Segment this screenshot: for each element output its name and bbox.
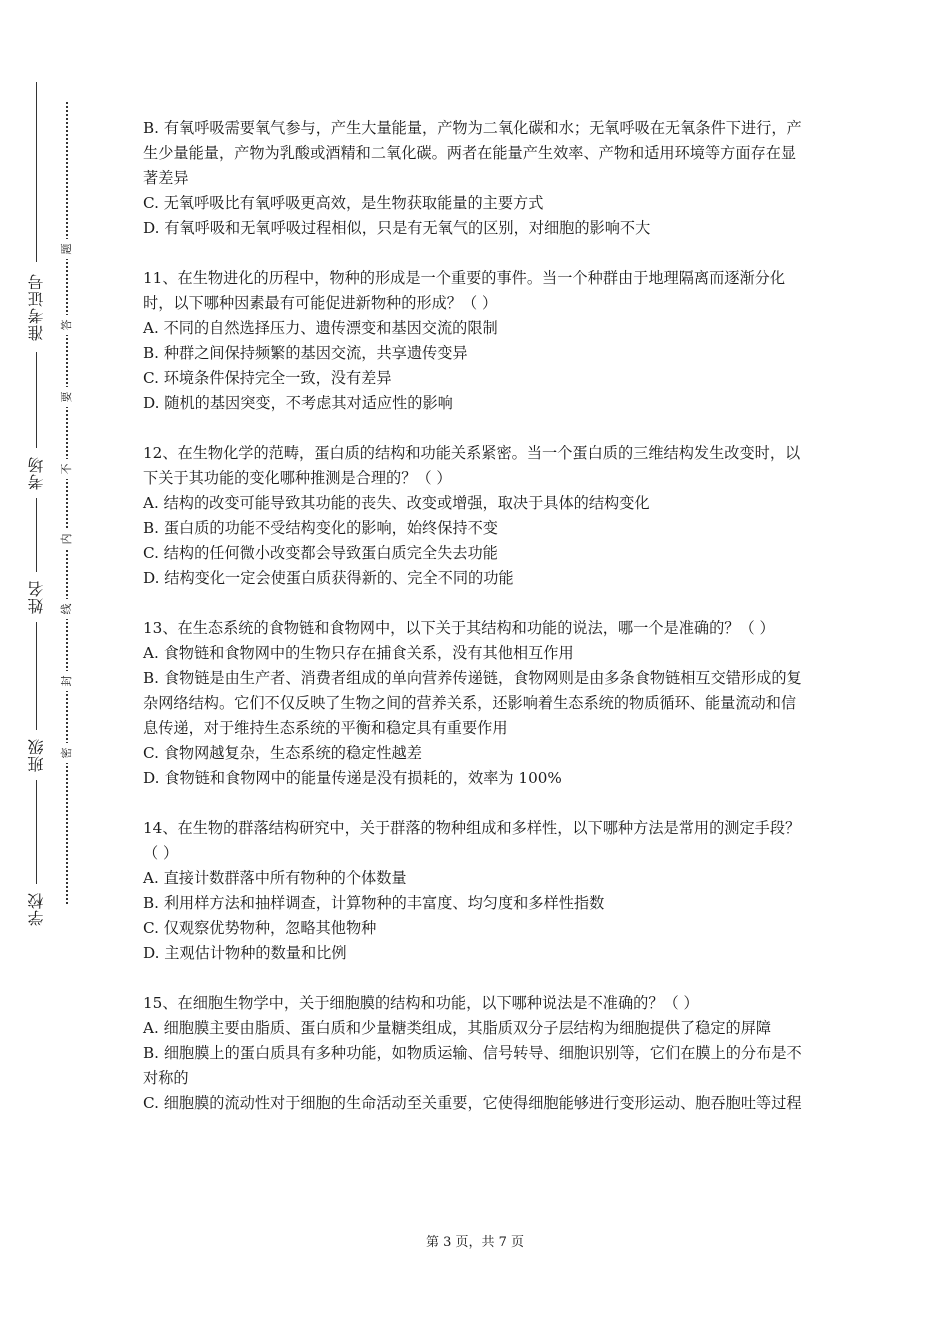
q10-option-d: D. 有氧呼吸和无氧呼吸过程相似，只是有无氧气的区别，对细胞的影响不大	[143, 219, 651, 237]
q13-stem: 13、在生态系统的食物链和食物网中，以下关于其结构和功能的说法，哪一个是准确的？（ ）	[143, 619, 775, 637]
q14-stem: 14、在生物的群落结构研究中，关于群落的物种组成和多样性，以下哪种方法是常用的测定手段？（ ）	[143, 819, 801, 862]
q12-option-d: D. 结构变化一定会使蛋白质获得新的、完全不同的功能	[143, 569, 514, 587]
q12-stem: 12、在生物化学的范畴，蛋白质的结构和功能关系紧密。当一个蛋白质的三维结构发生改变时，以下关于其功能的变化哪种推测是合理的？（ ）	[143, 444, 801, 487]
q15-option-a: A. 细胞膜主要由脂质、蛋白质和少量糖类组成，其脂质双分子层结构为细胞提供了稳定的屏障	[143, 1019, 772, 1037]
q11-option-a: A. 不同的自然选择压力、遗传漂变和基因交流的限制	[143, 319, 498, 337]
q13-option-b: B. 食物链是由生产者、消费者组成的单向营养传递链，食物网则是由多条食物链相互交错形成的复杂网络结构。它们不仅反映了生物之间的营养关系，还影响着生态系统的物质循环、能量流动和信息传递，对于维持生态系统的平衡和稳定具有重要作用	[143, 669, 802, 737]
seal-char-yao: 要	[58, 387, 76, 407]
label-exam-id: 准考证号	[20, 262, 54, 352]
q10-option-c: C. 无氧呼吸比有氧呼吸更高效，是生物获取能量的主要方式	[143, 194, 544, 212]
q12-option-a: A. 结构的改变可能导致其功能的丧失、改变或增强，取决于具体的结构变化	[143, 494, 650, 512]
binding-solid-line	[36, 82, 37, 922]
q14-option-d: D. 主观估计物种的数量和比例	[143, 944, 347, 962]
q11-option-b: B. 种群之间保持频繁的基因交流，共享遗传变异	[143, 344, 468, 362]
seal-char-bu: 不	[58, 459, 76, 479]
q12-option-b: B. 蛋白质的功能不受结构变化的影响，始终保持不变	[143, 519, 498, 537]
label-school: 学校	[20, 884, 54, 934]
q12-option-c: C. 结构的任何微小改变都会导致蛋白质完全失去功能	[143, 544, 498, 562]
binding-dotted-line	[66, 102, 68, 904]
q13-option-a: A. 食物链和食物网中的生物只存在捕食关系，没有其他相互作用	[143, 644, 574, 662]
seal-char-da: 答	[58, 315, 76, 335]
q13-option-c: C. 食物网越复杂，生态系统的稳定性越差	[143, 744, 422, 762]
q11-option-d: D. 随机的基因突变，不考虑其对适应性的影响	[143, 394, 453, 412]
question-11	[143, 266, 811, 416]
q11-stem: 11、在生物进化的历程中，物种的形成是一个重要的事件。当一个种群由于地理隔离而逐渐分化时，以下哪种因素最有可能促进新物种的形成？（ ）	[143, 269, 786, 312]
question-15	[143, 991, 811, 1116]
q14-option-c: C. 仅观察优势物种，忽略其他物种	[143, 919, 377, 937]
label-name: 姓名	[20, 572, 54, 622]
seal-char-xian: 线	[58, 599, 76, 619]
q14-option-b: B. 利用样方法和抽样调查，计算物种的丰富度、均匀度和多样性指数	[143, 894, 605, 912]
question-13	[143, 616, 811, 791]
binding-margin	[0, 0, 80, 1344]
seal-char-ti: 题	[58, 239, 76, 259]
seal-char-mi: 密	[58, 743, 76, 763]
q15-option-b: B. 细胞膜上的蛋白质具有多种功能，如物质运输、信号转导、细胞识别等，它们在膜上的分布是不对称的	[143, 1044, 802, 1087]
q14-option-a: A. 直接计数群落中所有物种的个体数量	[143, 869, 407, 887]
q15-option-c: C. 细胞膜的流动性对于细胞的生命活动至关重要，它使得细胞能够进行变形运动、胞吞胞吐等过程	[143, 1094, 802, 1112]
q15-stem: 15、在细胞生物学中，关于细胞膜的结构和功能，以下哪种说法是不准确的？（ ）	[143, 994, 699, 1012]
q13-option-d: D. 食物链和食物网中的能量传递是没有损耗的，效率为 100%	[143, 769, 562, 787]
seal-char-feng: 封	[58, 671, 76, 691]
label-class: 班级	[20, 730, 54, 780]
page-footer: 第 3 页，共 7 页	[425, 1235, 525, 1250]
question-12	[143, 441, 811, 591]
q11-option-c: C. 环境条件保持完全一致，没有差异	[143, 369, 392, 387]
q10-option-b: B. 有氧呼吸需要氧气参与，产生大量能量，产物为二氧化碳和水；无氧呼吸在无氧条件下进行，产生少量能量，产物为乳酸或酒精和二氧化碳。两者在能量产生效率、产物和适用环境等方面存在显著差异	[143, 119, 802, 187]
question-10-continued	[143, 116, 811, 241]
label-exam-room: 考场	[20, 448, 54, 498]
question-list	[143, 116, 811, 1116]
question-14	[143, 816, 811, 966]
seal-char-nei: 内	[58, 529, 76, 549]
